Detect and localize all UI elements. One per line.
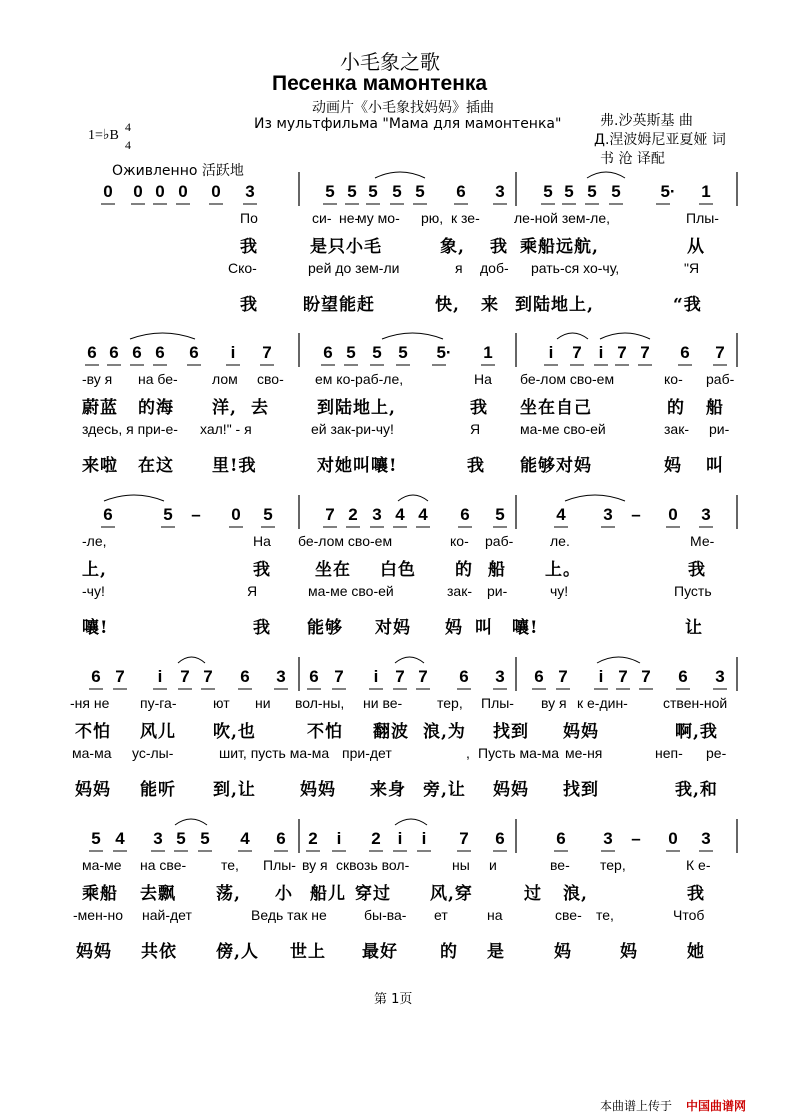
note: 5	[347, 182, 357, 201]
lyric-ru1: вол-ны,	[295, 695, 345, 711]
lyric-cn2: 世上	[290, 942, 326, 962]
lyric-ru2: ,	[466, 745, 470, 761]
tie-slur	[600, 333, 650, 339]
note: 3	[701, 829, 711, 848]
lyric-cn1: 妈妈	[563, 722, 599, 742]
lyric-ru1: К е-	[686, 857, 711, 873]
lyric-ru2: ри-	[709, 421, 730, 437]
lyric-ru1: ле-ной зем-ле,	[514, 210, 611, 226]
lyric-ru2: рать-ся хо-чу,	[531, 260, 620, 276]
note: 3	[153, 829, 163, 848]
note: 3	[701, 505, 711, 524]
lyric-cn2: 来	[481, 295, 499, 315]
lyric-cn2: 妈	[445, 618, 463, 638]
site-logo: 中国曲谱网	[686, 1099, 747, 1113]
lyric-ru1: ко-	[664, 371, 683, 387]
tie-slur	[557, 333, 588, 339]
note: 6	[534, 667, 544, 686]
note: 7	[325, 505, 335, 524]
lyric-cn1: 象,	[440, 237, 465, 257]
lyric-ru2: све-	[555, 907, 582, 923]
note: 0	[668, 505, 678, 524]
lyric-cn1: 我	[490, 237, 508, 257]
lyric-ru2: -чу!	[82, 583, 105, 599]
note: 7	[418, 667, 428, 686]
note: 7	[262, 343, 272, 362]
note: 6	[323, 343, 333, 362]
note: 6	[132, 343, 142, 362]
note: 7	[459, 829, 469, 848]
note: 6	[276, 829, 286, 848]
tempo-marking: Оживленно 活跃地	[112, 163, 244, 179]
lyric-cn1: 小	[275, 884, 293, 904]
note: –	[191, 505, 201, 524]
note: 3	[603, 505, 613, 524]
note: i	[373, 667, 379, 686]
lyric-ru1: Плы-	[481, 695, 514, 711]
note: 6	[556, 829, 566, 848]
key-signature: 1=♭B	[88, 128, 119, 143]
note: 4	[418, 505, 428, 524]
note: 3	[245, 182, 255, 201]
note: 5	[611, 182, 621, 201]
note: 6	[456, 182, 466, 201]
lyric-ru1: ни ве-	[363, 695, 403, 711]
lyric-ru2: зак-	[664, 421, 689, 437]
lyric-cn2: 能听	[140, 780, 176, 800]
lyric-ru1: бе-лом сво-ем	[298, 533, 393, 549]
lyric-cn2: 妈妈	[75, 780, 111, 800]
note: 7	[641, 667, 651, 686]
tie-slur	[398, 495, 428, 501]
lyric-ru2: хал!" - я	[200, 421, 252, 437]
page-number: 第 1页	[374, 992, 413, 1007]
note: 3	[495, 667, 505, 686]
note: 4	[395, 505, 405, 524]
lyric-cn1: 我	[240, 237, 258, 257]
note: 3	[276, 667, 286, 686]
lyric-ru1: -ня не	[70, 695, 110, 711]
lyric-cn1: 风儿	[140, 722, 176, 742]
lyric-ru1: му мо-	[357, 210, 400, 226]
lyric-cn1: 白色	[380, 560, 416, 580]
lyric-cn1: 荡,	[216, 884, 241, 904]
lyric-cn1: 我	[687, 884, 705, 904]
note: 7	[203, 667, 213, 686]
lyric-cn2: 到陆地上,	[515, 295, 594, 315]
lyric-cn2: 妈	[620, 942, 638, 962]
lyric-cn2: 嚷!	[82, 618, 109, 638]
lyric-cn2: “我	[673, 295, 702, 315]
note: 6	[189, 343, 199, 362]
note: 4	[556, 505, 566, 524]
lyric-cn1: 我	[688, 560, 706, 580]
lyric-cn2: 傍,人	[216, 942, 259, 962]
lyric-ru2: ус-лы-	[132, 745, 174, 761]
note: 7	[640, 343, 650, 362]
lyric-ru2: ма-ме сво-ей	[308, 583, 394, 599]
lyric-cn2: 嚷!	[512, 618, 539, 638]
lyric-cn1: 的海	[138, 398, 174, 418]
tie-slur	[175, 819, 207, 825]
note: 1	[701, 182, 711, 201]
lyric-cn2: 我	[467, 456, 485, 476]
lyric-cn2: 叫	[706, 456, 724, 476]
lyric-cn1: 到陆地上,	[317, 398, 396, 418]
lyric-ru1: Плы-	[263, 857, 296, 873]
lyric-cn1: 的	[455, 560, 473, 580]
lyric-cn1: 找到	[493, 722, 529, 742]
note: 3	[603, 829, 613, 848]
credit-lyricist: Д.涅波姆尼亚夏娅 词	[594, 132, 726, 148]
note: i	[598, 667, 604, 686]
lyric-ru1: -ле,	[82, 533, 107, 549]
note: 6	[460, 505, 470, 524]
lyric-ru2: на	[487, 907, 503, 923]
lyric-cn2: 到,让	[213, 780, 256, 800]
note: 6	[87, 343, 97, 362]
note: 0	[231, 505, 241, 524]
lyric-cn1: 船	[488, 560, 506, 580]
lyric-ru1: лом	[212, 371, 238, 387]
lyric-ru1: ко-	[450, 533, 469, 549]
note: 5	[398, 343, 408, 362]
note: 5	[392, 182, 402, 201]
tie-slur	[130, 333, 195, 339]
lyric-ru2: при-дет	[342, 745, 392, 761]
lyric-ru2: ма-ма	[72, 745, 112, 761]
note: 0	[155, 182, 165, 201]
lyric-cn1: 上,	[82, 560, 107, 580]
lyric-ru1: сво-	[257, 371, 284, 387]
lyric-ru1: те,	[221, 857, 239, 873]
note: –	[631, 505, 641, 524]
lyric-ru2: зак-	[447, 583, 472, 599]
lyric-ru2: ме-ня	[565, 745, 603, 761]
title-russian: Песенка мамонтенка	[272, 72, 488, 95]
lyric-cn2: 叫	[475, 618, 493, 638]
note: 5	[325, 182, 335, 201]
lyric-cn2: 旁,让	[423, 780, 466, 800]
note: 3	[372, 505, 382, 524]
lyric-ru1: и	[489, 857, 497, 873]
note: 6	[103, 505, 113, 524]
tie-slur	[178, 657, 205, 663]
lyric-ru2: доб-	[480, 260, 509, 276]
lyric-cn2: 快,	[435, 295, 460, 315]
lyric-cn2: 能够	[307, 618, 343, 638]
lyric-ru2: Ведь так не	[251, 907, 327, 923]
lyric-ru1: бе-лом сво-ем	[520, 371, 615, 387]
lyric-cn1: 乘船远航,	[520, 237, 599, 257]
tie-slur	[587, 172, 625, 178]
lyric-cn1: 乘船	[82, 884, 118, 904]
lyric-ru1: ма-ме	[82, 857, 122, 873]
note: 4	[240, 829, 250, 848]
note: 7	[617, 343, 627, 362]
tie-slur	[375, 172, 425, 178]
lyric-ru2: чу!	[550, 583, 569, 599]
lyric-ru2: Я	[247, 583, 258, 599]
lyric-ru2: "Я	[684, 260, 700, 276]
lyric-ru2: ма-ме сво-ей	[520, 421, 606, 437]
lyric-cn1: 从	[687, 237, 705, 257]
lyric-cn1: 吹,也	[213, 722, 256, 742]
lyric-cn2: 来啦	[82, 456, 118, 476]
lyric-cn2: 妈妈	[493, 780, 529, 800]
lyric-cn2: 对妈	[375, 618, 411, 638]
note: 5	[368, 182, 378, 201]
lyric-ru2: най-дет	[142, 907, 192, 923]
lyric-ru1: раб-	[485, 533, 514, 549]
lyric-ru2: Ско-	[228, 260, 257, 276]
note: 5	[263, 505, 273, 524]
lyric-ru1: На	[253, 533, 271, 549]
note: 6	[109, 343, 119, 362]
title-chinese: 小毛象之歌	[340, 50, 440, 74]
lyric-cn2: 找到	[563, 780, 599, 800]
lyric-ru1: тер,	[437, 695, 463, 711]
lyric-ru2: -мен-но	[73, 907, 123, 923]
lyric-cn1: 洋,	[212, 398, 237, 418]
lyric-ru2: те,	[596, 907, 614, 923]
lyric-cn1: 啊,我	[675, 722, 718, 742]
lyric-ru1: сквозь вол-	[336, 857, 410, 873]
note: 7	[618, 667, 628, 686]
lyric-ru1: тер,	[600, 857, 626, 873]
subtitle-russian: Из мультфильма "Мама для мамонтенка"	[254, 116, 562, 132]
lyric-cn2: 妈妈	[76, 942, 112, 962]
note: 0	[133, 182, 143, 201]
lyric-ru1: ву я	[541, 695, 567, 711]
lyric-ru2: рей до зем-ли	[308, 260, 400, 276]
lyric-ru1: Плы-	[686, 210, 719, 226]
lyric-ru1: к е-дин-	[577, 695, 628, 711]
lyric-cn1: 船	[706, 398, 724, 418]
lyric-ru1: ем ко-раб-ле,	[315, 371, 404, 387]
note: 6	[678, 667, 688, 686]
lyric-cn1: 上。	[545, 560, 581, 580]
note: 2	[371, 829, 381, 848]
lyric-cn2: 妈	[554, 942, 572, 962]
lyric-ru2: Пусть	[674, 583, 712, 599]
lyric-cn2: 我,和	[675, 780, 718, 800]
lyric-ru1: рю,	[421, 210, 444, 226]
note: i	[548, 343, 554, 362]
note: 6	[495, 829, 505, 848]
lyric-cn1: 不怕	[75, 722, 111, 742]
note: 0	[103, 182, 113, 201]
note: 6	[309, 667, 319, 686]
lyric-cn1: 去	[251, 398, 269, 418]
lyric-ru1: ву я	[302, 857, 328, 873]
note: i	[336, 829, 342, 848]
note: 5	[415, 182, 425, 201]
lyric-ru2: шит, пусть ма-ма	[219, 745, 330, 761]
lyric-ru1: пу-га-	[140, 695, 177, 711]
lyric-ru1: на све-	[140, 857, 187, 873]
note: i	[421, 829, 427, 848]
lyric-cn2: 里!我	[212, 456, 257, 476]
note: 5	[346, 343, 356, 362]
lyric-ru1: си-	[312, 210, 332, 226]
lyric-cn2: 让	[685, 618, 703, 638]
lyric-cn1: 浪,为	[423, 722, 466, 742]
lyric-ru1: не-	[339, 210, 360, 226]
note: 5	[163, 505, 173, 524]
note: 4	[115, 829, 125, 848]
credit-translator: 书 沧 译配	[600, 151, 665, 167]
lyric-cn1: 穿过	[355, 884, 391, 904]
lyric-cn1: 是只小毛	[310, 237, 382, 257]
lyric-cn1: 我	[253, 560, 271, 580]
lyric-cn2: 盼望能赶	[303, 295, 375, 315]
note: 7	[180, 667, 190, 686]
credit-composer: 弗.沙英斯基 曲	[600, 113, 693, 129]
lyric-cn1: 的	[667, 398, 685, 418]
lyric-ru1: На	[474, 371, 492, 387]
note: i	[598, 343, 604, 362]
lyric-cn1: 不怕	[307, 722, 343, 742]
note: –	[631, 829, 641, 848]
note: 7	[715, 343, 725, 362]
note: 5	[495, 505, 505, 524]
subtitle-chinese: 动画片《小毛象找妈妈》插曲	[312, 100, 494, 116]
note: 6	[680, 343, 690, 362]
lyric-cn2: 她	[687, 942, 705, 962]
note: i	[157, 667, 163, 686]
lyric-ru2: ей зак-ри-чу!	[311, 421, 394, 437]
note: 5·	[436, 343, 452, 362]
lyric-ru1: По	[240, 210, 258, 226]
lyric-ru2: ри-	[487, 583, 508, 599]
lyric-ru2: бы-ва-	[364, 907, 407, 923]
note: 3	[715, 667, 725, 686]
time-signature-top: 4	[125, 120, 131, 134]
lyric-ru1: ствен-ной	[663, 695, 728, 711]
lyric-ru2: ре-	[706, 745, 727, 761]
note: 5	[200, 829, 210, 848]
lyric-cn1: 坐在自己	[520, 398, 592, 418]
note: 5	[372, 343, 382, 362]
lyric-cn1: 坐在	[315, 560, 351, 580]
upload-note: 本曲谱上传于	[600, 1099, 673, 1113]
lyric-ru1: ле.	[550, 533, 570, 549]
lyric-cn1: 风,穿	[430, 884, 473, 904]
lyric-ru2: я	[455, 260, 463, 276]
note: 6	[155, 343, 165, 362]
lyric-ru1: ве-	[550, 857, 570, 873]
note: 7	[334, 667, 344, 686]
lyric-ru2: ет	[434, 907, 448, 923]
note: 6	[240, 667, 250, 686]
lyric-ru1: Ме-	[690, 533, 715, 549]
note: 1	[483, 343, 493, 362]
lyric-ru2: Я	[470, 421, 481, 437]
note: 5·	[660, 182, 676, 201]
lyric-cn1: 蔚蓝	[82, 398, 118, 418]
lyric-ru1: к зе-	[451, 210, 480, 226]
note: 5	[543, 182, 553, 201]
lyric-ru1: ни	[255, 695, 271, 711]
note: 7	[115, 667, 125, 686]
note: 7	[572, 343, 582, 362]
tie-slur	[597, 657, 640, 663]
note: 5	[91, 829, 101, 848]
lyric-cn1: 浪,	[563, 884, 588, 904]
lyric-cn1: 翻波	[373, 722, 409, 742]
lyric-ru2: здесь, я при-е-	[82, 421, 178, 437]
lyric-cn1: 我	[470, 398, 488, 418]
lyric-cn2: 我	[253, 618, 271, 638]
note: 6	[459, 667, 469, 686]
note: 7	[395, 667, 405, 686]
lyric-ru2: Пусть ма-ма	[478, 745, 559, 761]
lyric-ru1: ют	[213, 695, 230, 711]
lyric-cn2: 在这	[138, 456, 174, 476]
note: i	[397, 829, 403, 848]
note: 0	[178, 182, 188, 201]
lyric-ru2: неп-	[655, 745, 683, 761]
tie-slur	[395, 657, 424, 663]
tie-slur	[104, 495, 164, 501]
lyric-ru1: ны	[452, 857, 470, 873]
lyric-cn2: 共依	[141, 942, 177, 962]
note: 3	[495, 182, 505, 201]
lyric-cn2: 最好	[362, 942, 398, 962]
note: 5	[176, 829, 186, 848]
time-signature-bottom: 4	[125, 138, 131, 152]
lyric-cn2: 是	[487, 942, 505, 962]
lyric-ru1: раб-	[706, 371, 735, 387]
note: i	[230, 343, 236, 362]
lyric-cn2: 妈	[664, 456, 682, 476]
note: 5	[587, 182, 597, 201]
lyric-ru2: Чтоб	[673, 907, 705, 923]
lyric-cn2: 对她叫嚷!	[317, 456, 398, 476]
lyric-cn2: 能够对妈	[520, 456, 592, 476]
lyric-ru1: -ву я	[82, 371, 113, 387]
note: 7	[558, 667, 568, 686]
note: 2	[308, 829, 318, 848]
note: 6	[91, 667, 101, 686]
tie-slur	[395, 819, 427, 825]
lyric-cn1: 去飘	[140, 884, 176, 904]
note: 5	[564, 182, 574, 201]
lyric-cn2: 我	[240, 295, 258, 315]
lyric-cn1: 过	[524, 884, 542, 904]
tie-slur	[382, 333, 443, 339]
lyric-cn2: 的	[440, 942, 458, 962]
note: 0	[668, 829, 678, 848]
note: 0	[211, 182, 221, 201]
lyric-cn2: 妈妈	[300, 780, 336, 800]
lyric-cn2: 来身	[370, 780, 406, 800]
lyric-cn1: 船儿	[310, 884, 346, 904]
tie-slur	[565, 495, 625, 501]
lyric-ru1: на бе-	[138, 371, 178, 387]
note: 2	[348, 505, 358, 524]
